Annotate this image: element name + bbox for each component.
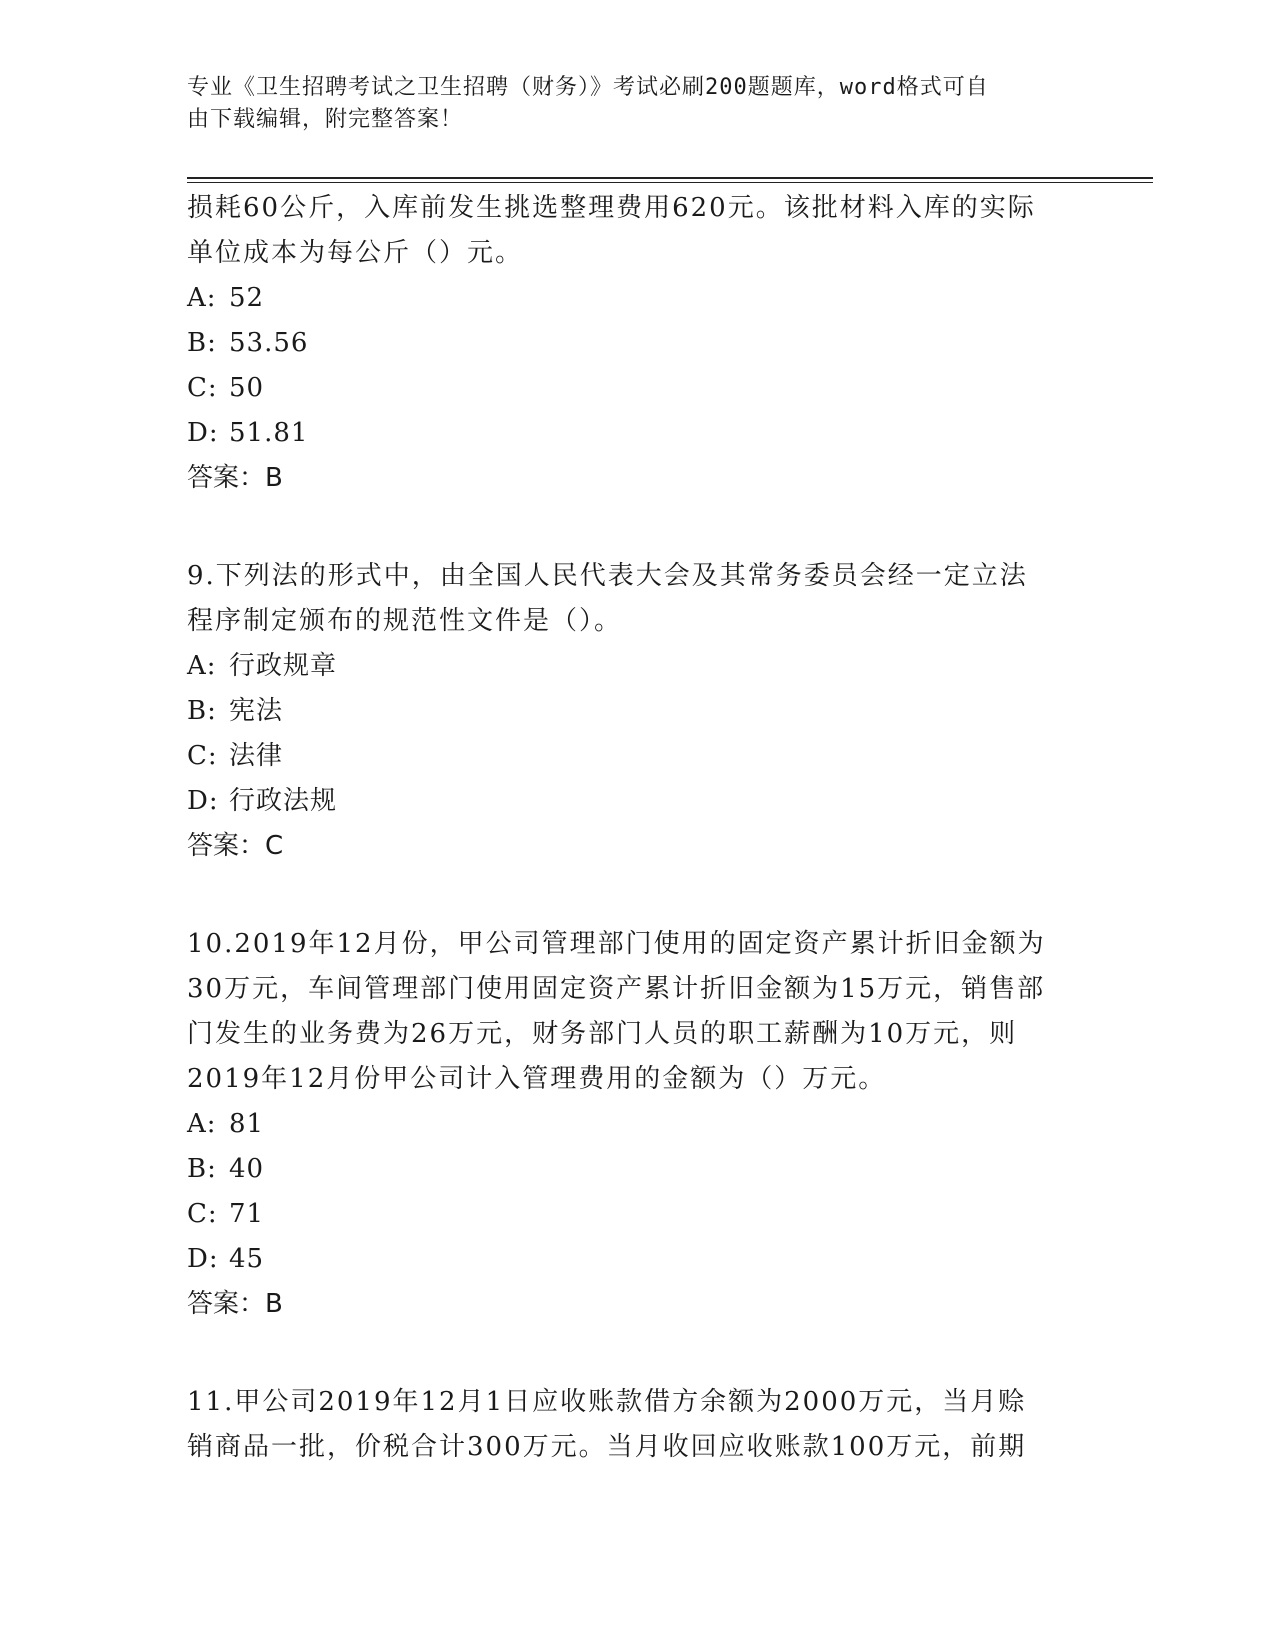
answer-line: 答案：B [187, 1289, 283, 1319]
header-divider-thin [187, 182, 1153, 183]
option-c: C: 71 [187, 1199, 265, 1229]
question-11 [187, 1380, 1087, 1470]
question-text-line: 门发生的业务费为26万元，财务部门人员的职工薪酬为10万元，则 [187, 1019, 1018, 1049]
option-d: D: 行政法规 [187, 786, 338, 816]
document-header [187, 72, 1087, 136]
question-list [187, 186, 1087, 1470]
question-text-line: 程序制定颁布的规范性文件是（）。 [187, 606, 623, 636]
option-a: A: 81 [187, 1109, 265, 1139]
question-text-line: 单位成本为每公斤（）元。 [187, 238, 524, 268]
option-d: D: 51.81 [187, 418, 309, 448]
option-b: B: 宪法 [187, 696, 284, 726]
question-text-line: 2019年12月份甲公司计入管理费用的金额为（）万元。 [187, 1064, 887, 1094]
header-divider-thick [187, 177, 1153, 179]
header-line-1: 专业《卫生招聘考试之卫生招聘（财务）》考试必刷200题题库，word格式可自 [187, 75, 989, 100]
question-text-line: 30万元，车间管理部门使用固定资产累计折旧金额为15万元，销售部 [187, 974, 1046, 1004]
option-b: B: 40 [187, 1154, 265, 1184]
option-c: C: 50 [187, 373, 265, 403]
question-text-line: 10.2019年12月份，甲公司管理部门使用的固定资产累计折旧金额为 [187, 929, 1046, 959]
question-text-line: 销商品一批，价税合计300万元。当月收回应收账款100万元，前期 [187, 1432, 1027, 1462]
question-8-continued [187, 186, 1087, 500]
option-a: A: 行政规章 [187, 651, 338, 681]
question-10 [187, 922, 1087, 1326]
question-text-line: 11.甲公司2019年12月1日应收账款借方余额为2000万元，当月赊 [187, 1387, 1027, 1417]
question-9 [187, 554, 1087, 868]
question-text-line: 9.下列法的形式中，由全国人民代表大会及其常务委员会经一定立法 [187, 561, 1028, 591]
header-line-2: 由下载编辑，附完整答案！ [187, 107, 464, 132]
option-a: A: 52 [187, 283, 265, 313]
option-d: D: 45 [187, 1244, 265, 1274]
answer-line: 答案：B [187, 463, 283, 493]
question-text-line: 损耗60公斤，入库前发生挑选整理费用620元。该批材料入库的实际 [187, 193, 1036, 223]
option-b: B: 53.56 [187, 328, 309, 358]
answer-line: 答案：C [187, 831, 284, 861]
option-c: C: 法律 [187, 741, 284, 771]
